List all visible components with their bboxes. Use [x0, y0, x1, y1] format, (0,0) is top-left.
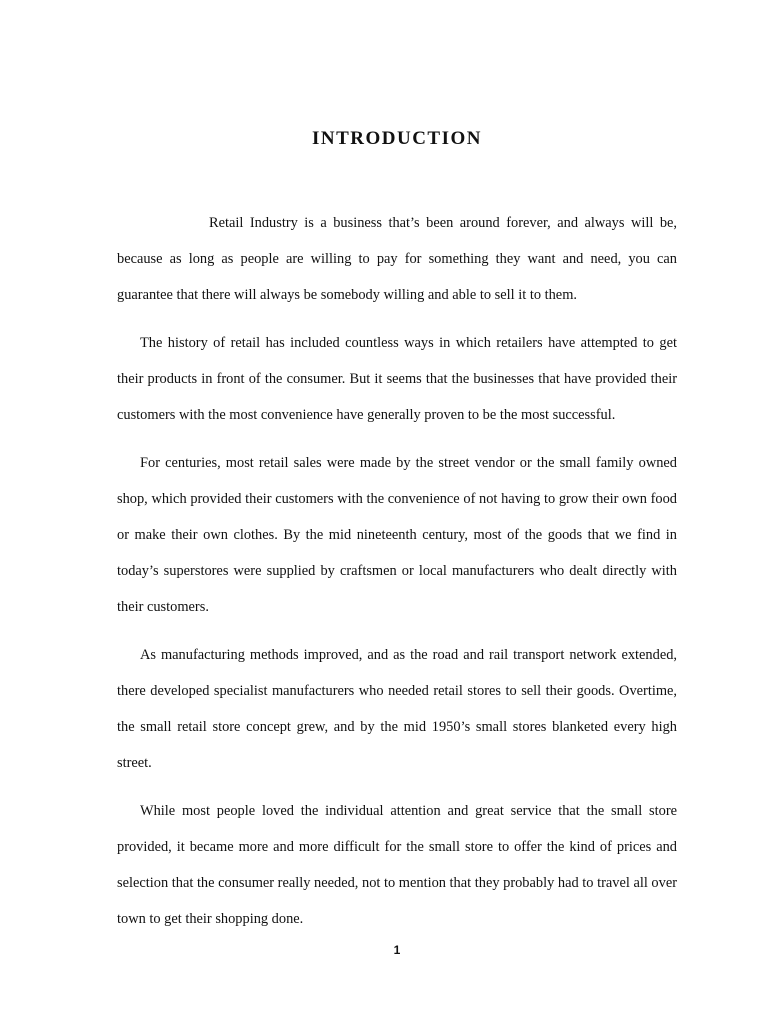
- page-title: INTRODUCTION: [311, 128, 483, 149]
- body-text: [117, 205, 677, 949]
- paragraph-centuries: For centuries, most retail sales were made by the street vendor or the small family owned shop, which provided their customers with the convenience of not having to grow their own food or make their own clothes. By the mid nineteenth century, most of the goods that we find in today’s superstores were supplied by craftsmen or local manufacturers who dealt directly with their customers.: [117, 455, 677, 615]
- paragraph-manufacturing-methods: As manufacturing methods improved, and as the road and rail transport network extended, there developed specialist manufacturers who needed retail stores to sell their goods. Overtime, the small retail store concept grew, and by the mid 1950’s small stores blanketed every high street.: [117, 647, 677, 771]
- paragraph-history-of-retail: The history of retail has included countless ways in which retailers have attempted to get their products in front of the consumer. But it seems that the businesses that have provided their customers with the most convenience have generally proven to be the most successful.: [117, 335, 677, 423]
- paragraph-retail-industry: Retail Industry is a business that’s been around forever, and always will be, because as long as people are willing to pay for something they want and need, you can guarantee that there will always be somebody willing and able to sell it to them.: [117, 215, 677, 303]
- paragraph-small-store: While most people loved the individual attention and great service that the small store provided, it became more and more difficult for the small store to offer the kind of prices and selection that the consumer really needed, not to mention that they probably had to travel all over town to get their shopping done.: [117, 803, 677, 927]
- page-number: 1: [393, 943, 401, 957]
